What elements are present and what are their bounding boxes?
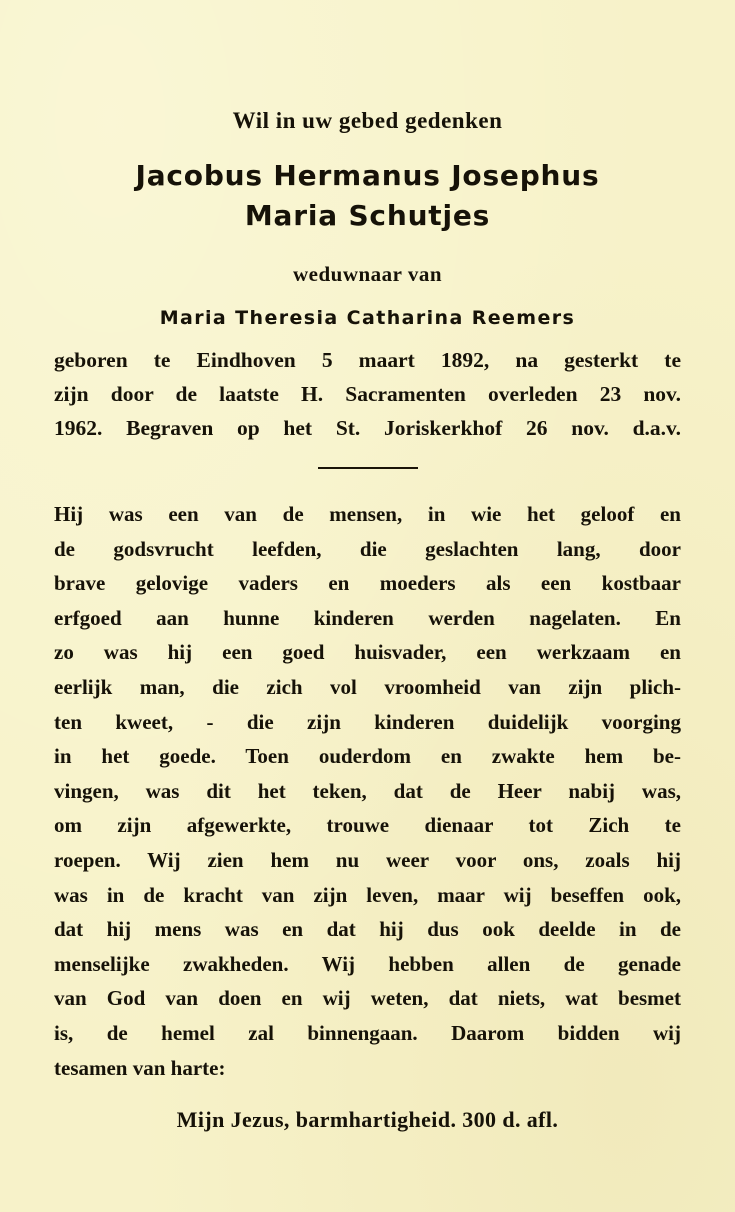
memorial-text-line: menselijke zwakheden. Wij hebben allen de genade: [54, 951, 681, 976]
birth-death-line: zijn door de laatste H. Sacramenten overleden 23 nov.: [54, 382, 681, 406]
deceased-name-line-2: Maria Schutjes: [244, 199, 491, 232]
memorial-text-line: brave gelovige vaders en moeders als een kostbaar: [54, 571, 681, 596]
memorial-text-line: zo was hij een goed huisvader, een werkzaam en: [54, 640, 681, 665]
deceased-name: [54, 156, 681, 236]
memorial-text-line: tesamen van harte:: [54, 1055, 226, 1080]
birth-death-line: 1962. Begraven op het St. Joriskerkhof 26 nov. d.a.v.: [54, 416, 681, 440]
memorial-text-line: eerlijk man, die zich vol vroomheid van zijn plich-: [54, 674, 681, 699]
widower-of-label: weduwnaar van: [292, 262, 443, 286]
memorial-text-line: om zijn afgewerkte, trouwe dienaar tot Zich te: [54, 813, 681, 838]
memorial-text-line: de godsvrucht leefden, die geslachten lang, door: [54, 536, 681, 561]
memorial-text-line: was in de kracht van zijn leven, maar wij beseffen ook,: [54, 882, 681, 907]
memorial-text-line: ten kweet, - die zijn kinderen duidelijk voorging: [54, 709, 681, 734]
memorial-text-line: is, de hemel zal binnengaan. Daarom bidden wij: [54, 1020, 681, 1045]
memorial-text-line: Hij was een van de mensen, in wie het geloof en: [54, 502, 681, 526]
birth-death-line: geboren te Eindhoven 5 maart 1892, na gesterkt te: [54, 348, 681, 372]
closing-prayer: Mijn Jezus, barmhartigheid. 300 d. afl.: [176, 1107, 559, 1133]
memorial-text-line: dat hij mens was en dat hij dus ook deelde in de: [54, 917, 681, 942]
divider-rule: [318, 467, 418, 469]
spouse-name: Maria Theresia Catharina Reemers: [159, 307, 576, 329]
memorial-text-line: roepen. Wij zien hem nu weer voor ons, zoals hij: [54, 847, 681, 872]
deceased-name-line-1: Jacobus Hermanus Josephus: [135, 159, 600, 192]
memorial-text-line: erfgoed aan hunne kinderen werden nagelaten. En: [54, 605, 681, 630]
memorial-text-line: van God van doen en wij weten, dat niets, wat besmet: [54, 986, 681, 1011]
memorial-text-line: vingen, was dit het teken, dat de Heer nabij was,: [54, 778, 681, 803]
memorial-text-line: in het goede. Toen ouderdom en zwakte hem be-: [54, 744, 681, 769]
memorial-text: [54, 497, 681, 1085]
birth-death-paragraph: [54, 343, 681, 445]
intro-line: Wil in uw gebed gedenken: [232, 108, 503, 133]
